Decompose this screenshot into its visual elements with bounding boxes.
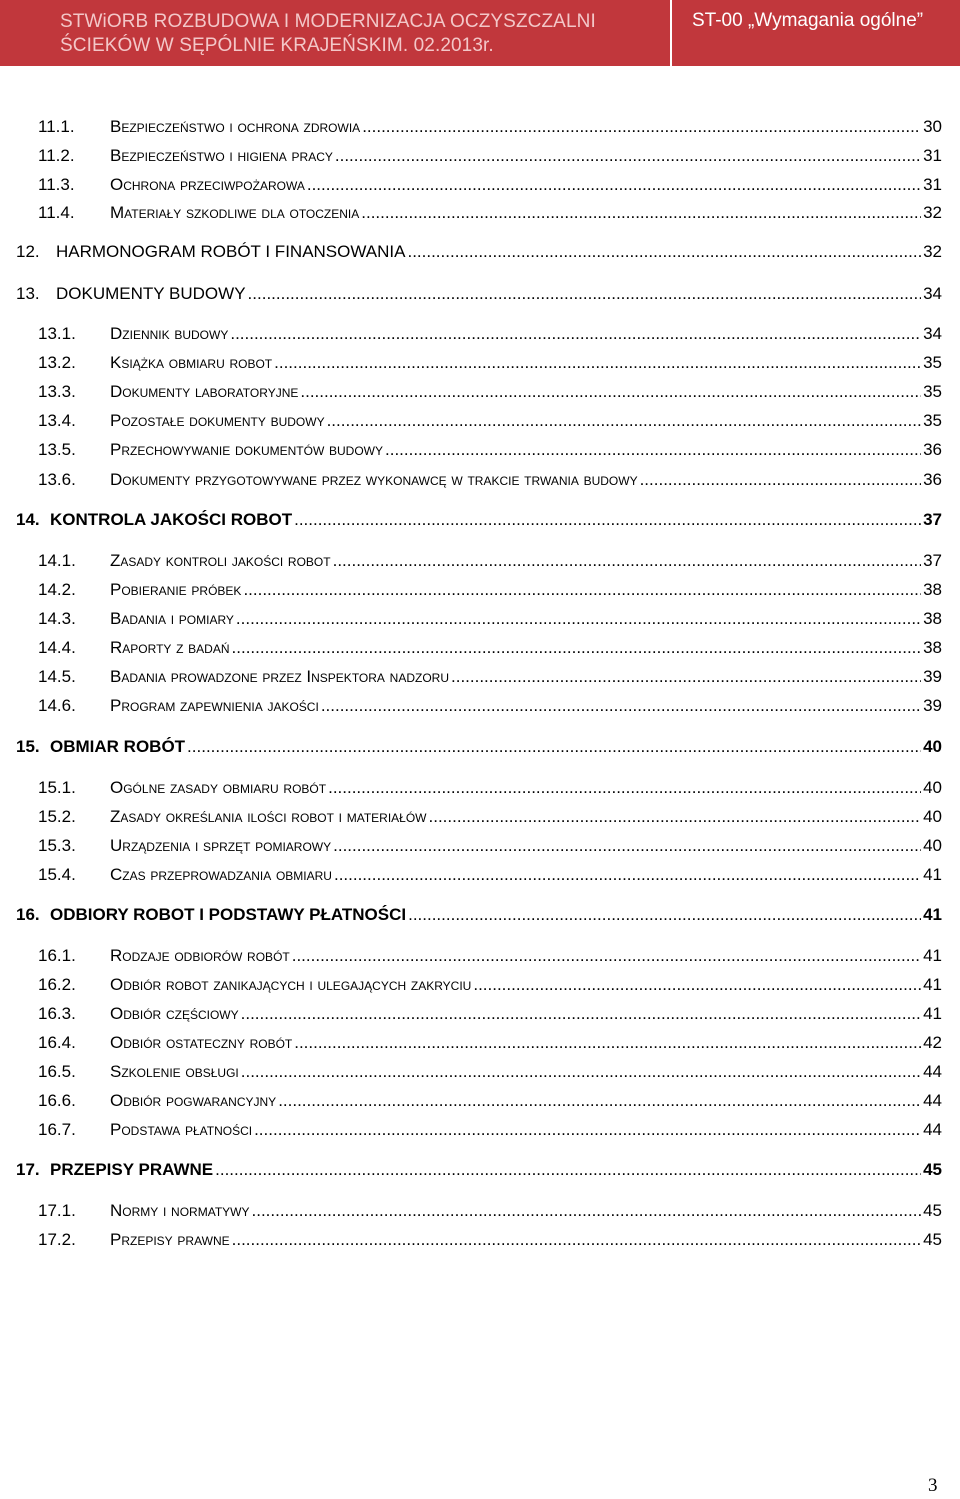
toc-entry-title: Książka obmiaru robot	[110, 353, 273, 372]
header-project-line2: ŚCIEKÓW W SĘPÓLNIE KRAJEŃSKIM. 02.2013r.	[60, 35, 494, 56]
toc-dot-leader	[307, 174, 921, 196]
toc-entry-15[interactable]	[0, 736, 960, 758]
toc-dot-leader	[333, 550, 921, 572]
toc-entry-title: Dokumenty laboratoryjne	[110, 382, 299, 401]
toc-entry-number: 17.	[16, 1160, 40, 1179]
toc-entry-title: Podstawa płatności	[110, 1120, 253, 1139]
toc-entry-13-1[interactable]	[0, 323, 960, 345]
toc-entry-page: 35	[923, 382, 942, 401]
toc-entry-page: 41	[923, 865, 942, 884]
toc-entry-page: 41	[923, 946, 942, 965]
toc-entry-title: Odbiór częściowy	[110, 1004, 239, 1023]
toc-dot-leader	[294, 1032, 921, 1054]
toc-dot-leader	[232, 637, 922, 659]
toc-entry-16-2[interactable]	[0, 974, 960, 996]
toc-entry-title: ODBIORY ROBOT I PODSTAWY PŁATNOŚCI	[50, 905, 407, 924]
toc-entry-17-1[interactable]	[0, 1200, 960, 1222]
toc-entry-page: 44	[923, 1120, 942, 1139]
toc-entry-number: 11.2.	[38, 146, 75, 165]
toc-entry-number: 14.2.	[38, 580, 76, 599]
toc-entry-title: Odbiór ostateczny robót	[110, 1033, 293, 1052]
toc-entry-number: 13.5.	[38, 440, 76, 459]
toc-entry-number: 15.1.	[38, 778, 76, 797]
toc-dot-leader	[640, 469, 922, 491]
toc-entry-page: 39	[923, 696, 942, 715]
toc-entry-title: OBMIAR ROBÓT	[50, 737, 186, 756]
toc-entry-title: Bezpieczeństwo i higiena pracy	[110, 146, 333, 165]
toc-dot-leader	[292, 945, 921, 967]
toc-entry-title: Rodzaje odbiorów robót	[110, 946, 290, 965]
toc-entry-title: HARMONOGRAM ROBÓT I FINANSOWANIA	[56, 242, 406, 261]
toc-entry-page: 35	[923, 411, 942, 430]
toc-entry-title: DOKUMENTY BUDOWY	[56, 284, 246, 303]
toc-entry-13-2[interactable]	[0, 352, 960, 374]
toc-entry-title: Urządzenia i sprzęt pomiarowy	[110, 836, 332, 855]
toc-dot-leader	[451, 666, 921, 688]
toc-entry-number: 16.4.	[38, 1033, 76, 1052]
toc-dot-leader	[335, 145, 921, 167]
toc-entry-12[interactable]	[0, 241, 960, 263]
toc-entry-number: 13.2.	[38, 353, 76, 372]
toc-entry-number: 16.	[16, 905, 40, 924]
toc-entry-title: Odbiór robot zanikających i ulegających zakryciu	[110, 975, 472, 994]
toc-dot-leader	[333, 835, 921, 857]
toc-entry-14[interactable]	[0, 509, 960, 531]
toc-entry-number: 15.3.	[38, 836, 76, 855]
toc-entry-number: 11.4.	[38, 203, 75, 222]
toc-entry-title: Zasady określania ilości robot i materiałów	[110, 807, 427, 826]
toc-dot-leader	[236, 608, 921, 630]
toc-entry-title: PRZEPISY PRAWNE	[50, 1160, 214, 1179]
toc-dot-leader	[429, 806, 922, 828]
toc-entry-number: 16.7.	[38, 1120, 76, 1139]
toc-dot-leader	[294, 509, 921, 531]
toc-dot-leader	[327, 410, 922, 432]
toc-entry-page: 34	[923, 284, 942, 303]
toc-entry-page: 40	[923, 836, 942, 855]
toc-entry-page: 41	[923, 1004, 942, 1023]
toc-entry-number: 17.1.	[38, 1201, 76, 1220]
toc-entry-number: 16.5.	[38, 1062, 76, 1081]
toc-entry-title: Badania i pomiary	[110, 609, 234, 628]
toc-entry-number: 16.3.	[38, 1004, 76, 1023]
toc-dot-leader	[408, 904, 921, 926]
toc-dot-leader	[254, 1119, 921, 1141]
toc-dot-leader	[241, 1003, 921, 1025]
toc-entry-page: 32	[923, 203, 942, 222]
toc-dot-leader	[328, 777, 921, 799]
toc-entry-page: 37	[923, 551, 942, 570]
toc-entry-page: 40	[923, 737, 942, 756]
toc-entry-14-1[interactable]	[0, 550, 960, 572]
toc-entry-number: 13.	[16, 284, 40, 303]
toc-entry-16-3[interactable]	[0, 1003, 960, 1025]
toc-entry-title: Pozostałe dokumenty budowy	[110, 411, 325, 430]
toc-entry-11-1[interactable]	[0, 116, 960, 138]
toc-entry-title: Pobieranie próbek	[110, 580, 242, 599]
toc-entry-number: 16.2.	[38, 975, 76, 994]
toc-entry-number: 14.	[16, 510, 40, 529]
toc-entry-page: 32	[923, 242, 942, 261]
toc-entry-page: 41	[923, 975, 942, 994]
toc-entry-14-6[interactable]	[0, 695, 960, 717]
toc-entry-number: 15.	[16, 737, 40, 756]
toc-entry-title: Szkolenie obsługi	[110, 1062, 239, 1081]
toc-entry-page: 34	[923, 324, 942, 343]
toc-entry-number: 14.6.	[38, 696, 76, 715]
toc-entry-page: 45	[923, 1230, 942, 1249]
toc-entry-title: Przepisy prawne	[110, 1230, 230, 1249]
toc-entry-11-3[interactable]	[0, 174, 960, 196]
toc-entry-page: 36	[923, 440, 942, 459]
toc-entry-number: 13.1.	[38, 324, 76, 343]
toc-entry-16-4[interactable]	[0, 1032, 960, 1054]
toc-dot-leader	[252, 1200, 922, 1222]
toc-dot-leader	[278, 1090, 921, 1112]
toc-entry-page: 35	[923, 353, 942, 372]
toc-entry-16-6[interactable]	[0, 1090, 960, 1112]
toc-entry-page: 40	[923, 778, 942, 797]
toc-entry-number: 12.	[16, 242, 40, 261]
toc-entry-title: Bezpieczeństwo i ochrona zdrowia	[110, 117, 361, 136]
toc-entry-number: 11.1.	[38, 117, 75, 136]
toc-entry-title: Odbiór pogwarancyjny	[110, 1091, 277, 1110]
toc-entry-11-2[interactable]	[0, 145, 960, 167]
toc-dot-leader	[385, 439, 921, 461]
toc-entry-number: 13.6.	[38, 470, 76, 489]
toc-entry-15-3[interactable]	[0, 835, 960, 857]
toc-dot-leader	[473, 974, 921, 996]
toc-entry-page: 45	[923, 1201, 942, 1220]
toc-entry-17-2[interactable]	[0, 1229, 960, 1251]
toc-entry-page: 42	[923, 1033, 942, 1052]
toc-dot-leader	[274, 352, 921, 374]
header-project-title	[60, 10, 660, 58]
toc-entry-title: Raporty z badań	[110, 638, 230, 657]
toc-entry-title: Badania prowadzone przez Inspektora nadzoru	[110, 667, 449, 686]
toc-dot-leader	[361, 202, 921, 224]
toc-entry-title: Program zapewnienia jakości	[110, 696, 319, 715]
toc-entry-page: 36	[923, 470, 942, 489]
toc-entry-number: 13.4.	[38, 411, 76, 430]
toc-entry-16-5[interactable]	[0, 1061, 960, 1083]
toc-dot-leader	[407, 241, 921, 263]
toc-entry-number: 11.3.	[38, 175, 75, 194]
toc-entry-number: 16.1.	[38, 946, 76, 965]
toc-entry-page: 38	[923, 638, 942, 657]
toc-entry-14-3[interactable]	[0, 608, 960, 630]
toc-dot-leader	[334, 864, 921, 886]
toc-dot-leader	[321, 695, 921, 717]
toc-entry-title: Dziennik budowy	[110, 324, 229, 343]
toc-entry-page: 41	[923, 905, 942, 924]
toc-entry-number: 14.1.	[38, 551, 76, 570]
toc-entry-title: Materiały szkodliwe dla otoczenia	[110, 203, 360, 222]
toc-entry-13-4[interactable]	[0, 410, 960, 432]
toc-dot-leader	[215, 1159, 921, 1181]
toc-dot-leader	[243, 579, 921, 601]
toc-entry-page: 37	[923, 510, 942, 529]
toc-entry-page: 38	[923, 580, 942, 599]
toc-entry-13-5[interactable]	[0, 439, 960, 461]
toc-entry-number: 13.3.	[38, 382, 76, 401]
toc-entry-number: 14.5.	[38, 667, 76, 686]
toc-entry-page: 31	[923, 175, 942, 194]
toc-entry-title: KONTROLA JAKOŚCI ROBOT	[50, 510, 293, 529]
toc-entry-14-5[interactable]	[0, 666, 960, 688]
toc-entry-15-1[interactable]	[0, 777, 960, 799]
toc-entry-number: 15.2.	[38, 807, 76, 826]
toc-entry-13[interactable]	[0, 283, 960, 305]
toc-entry-title: Normy i normatywy	[110, 1201, 250, 1220]
header-project-line1: STWiORB ROZBUDOWA I MODERNIZACJA OCZYSZCZALNI	[60, 11, 596, 32]
toc-entry-page: 44	[923, 1091, 942, 1110]
toc-dot-leader	[187, 736, 921, 758]
toc-entry-title: Dokumenty przygotowywane przez wykonawcę w trakcie trwania budowy	[110, 470, 638, 489]
toc-entry-page: 45	[923, 1160, 942, 1179]
page-number: 3	[928, 1475, 938, 1496]
toc-entry-page: 40	[923, 807, 942, 826]
toc-entry-page: 38	[923, 609, 942, 628]
toc-entry-number: 17.2.	[38, 1230, 76, 1249]
toc-entry-11-4[interactable]	[0, 202, 960, 224]
toc-entry-page: 44	[923, 1062, 942, 1081]
toc-entry-number: 15.4.	[38, 865, 76, 884]
toc-entry-14-4[interactable]	[0, 637, 960, 659]
toc-entry-15-4[interactable]	[0, 864, 960, 886]
toc-entry-number: 14.3.	[38, 609, 76, 628]
toc-entry-17[interactable]	[0, 1159, 960, 1181]
toc-entry-title: Ochrona przeciwpożarowa	[110, 175, 305, 194]
toc-entry-page: 30	[923, 117, 942, 136]
toc-dot-leader	[232, 1229, 921, 1251]
toc-dot-leader	[248, 283, 922, 305]
toc-entry-title: Zasady kontroli jakości robot	[110, 551, 331, 570]
page-header	[0, 0, 960, 66]
toc-dot-leader	[241, 1061, 921, 1083]
toc-entry-title: Przechowywanie dokumentów budowy	[110, 440, 383, 459]
toc-entry-title: Czas przeprowadzania obmiaru	[110, 865, 332, 884]
toc-entry-16-7[interactable]	[0, 1119, 960, 1141]
header-spec-label	[670, 0, 960, 66]
toc-dot-leader	[230, 323, 921, 345]
toc-entry-page: 31	[923, 146, 942, 165]
toc-entry-13-6[interactable]	[0, 469, 960, 491]
toc-entry-number: 16.6.	[38, 1091, 76, 1110]
toc-entry-16[interactable]	[0, 904, 960, 926]
toc-entry-15-2[interactable]	[0, 806, 960, 828]
toc-dot-leader	[300, 381, 921, 403]
toc-entry-14-2[interactable]	[0, 579, 960, 601]
toc-entry-16-1[interactable]	[0, 945, 960, 967]
toc-entry-13-3[interactable]	[0, 381, 960, 403]
toc-entry-page: 39	[923, 667, 942, 686]
toc-entry-number: 14.4.	[38, 638, 76, 657]
toc-dot-leader	[362, 116, 921, 138]
toc-entry-title: Ogólne zasady obmiaru robót	[110, 778, 327, 797]
header-spec-text: ST-00 „Wymagania ogólne”	[692, 10, 924, 31]
